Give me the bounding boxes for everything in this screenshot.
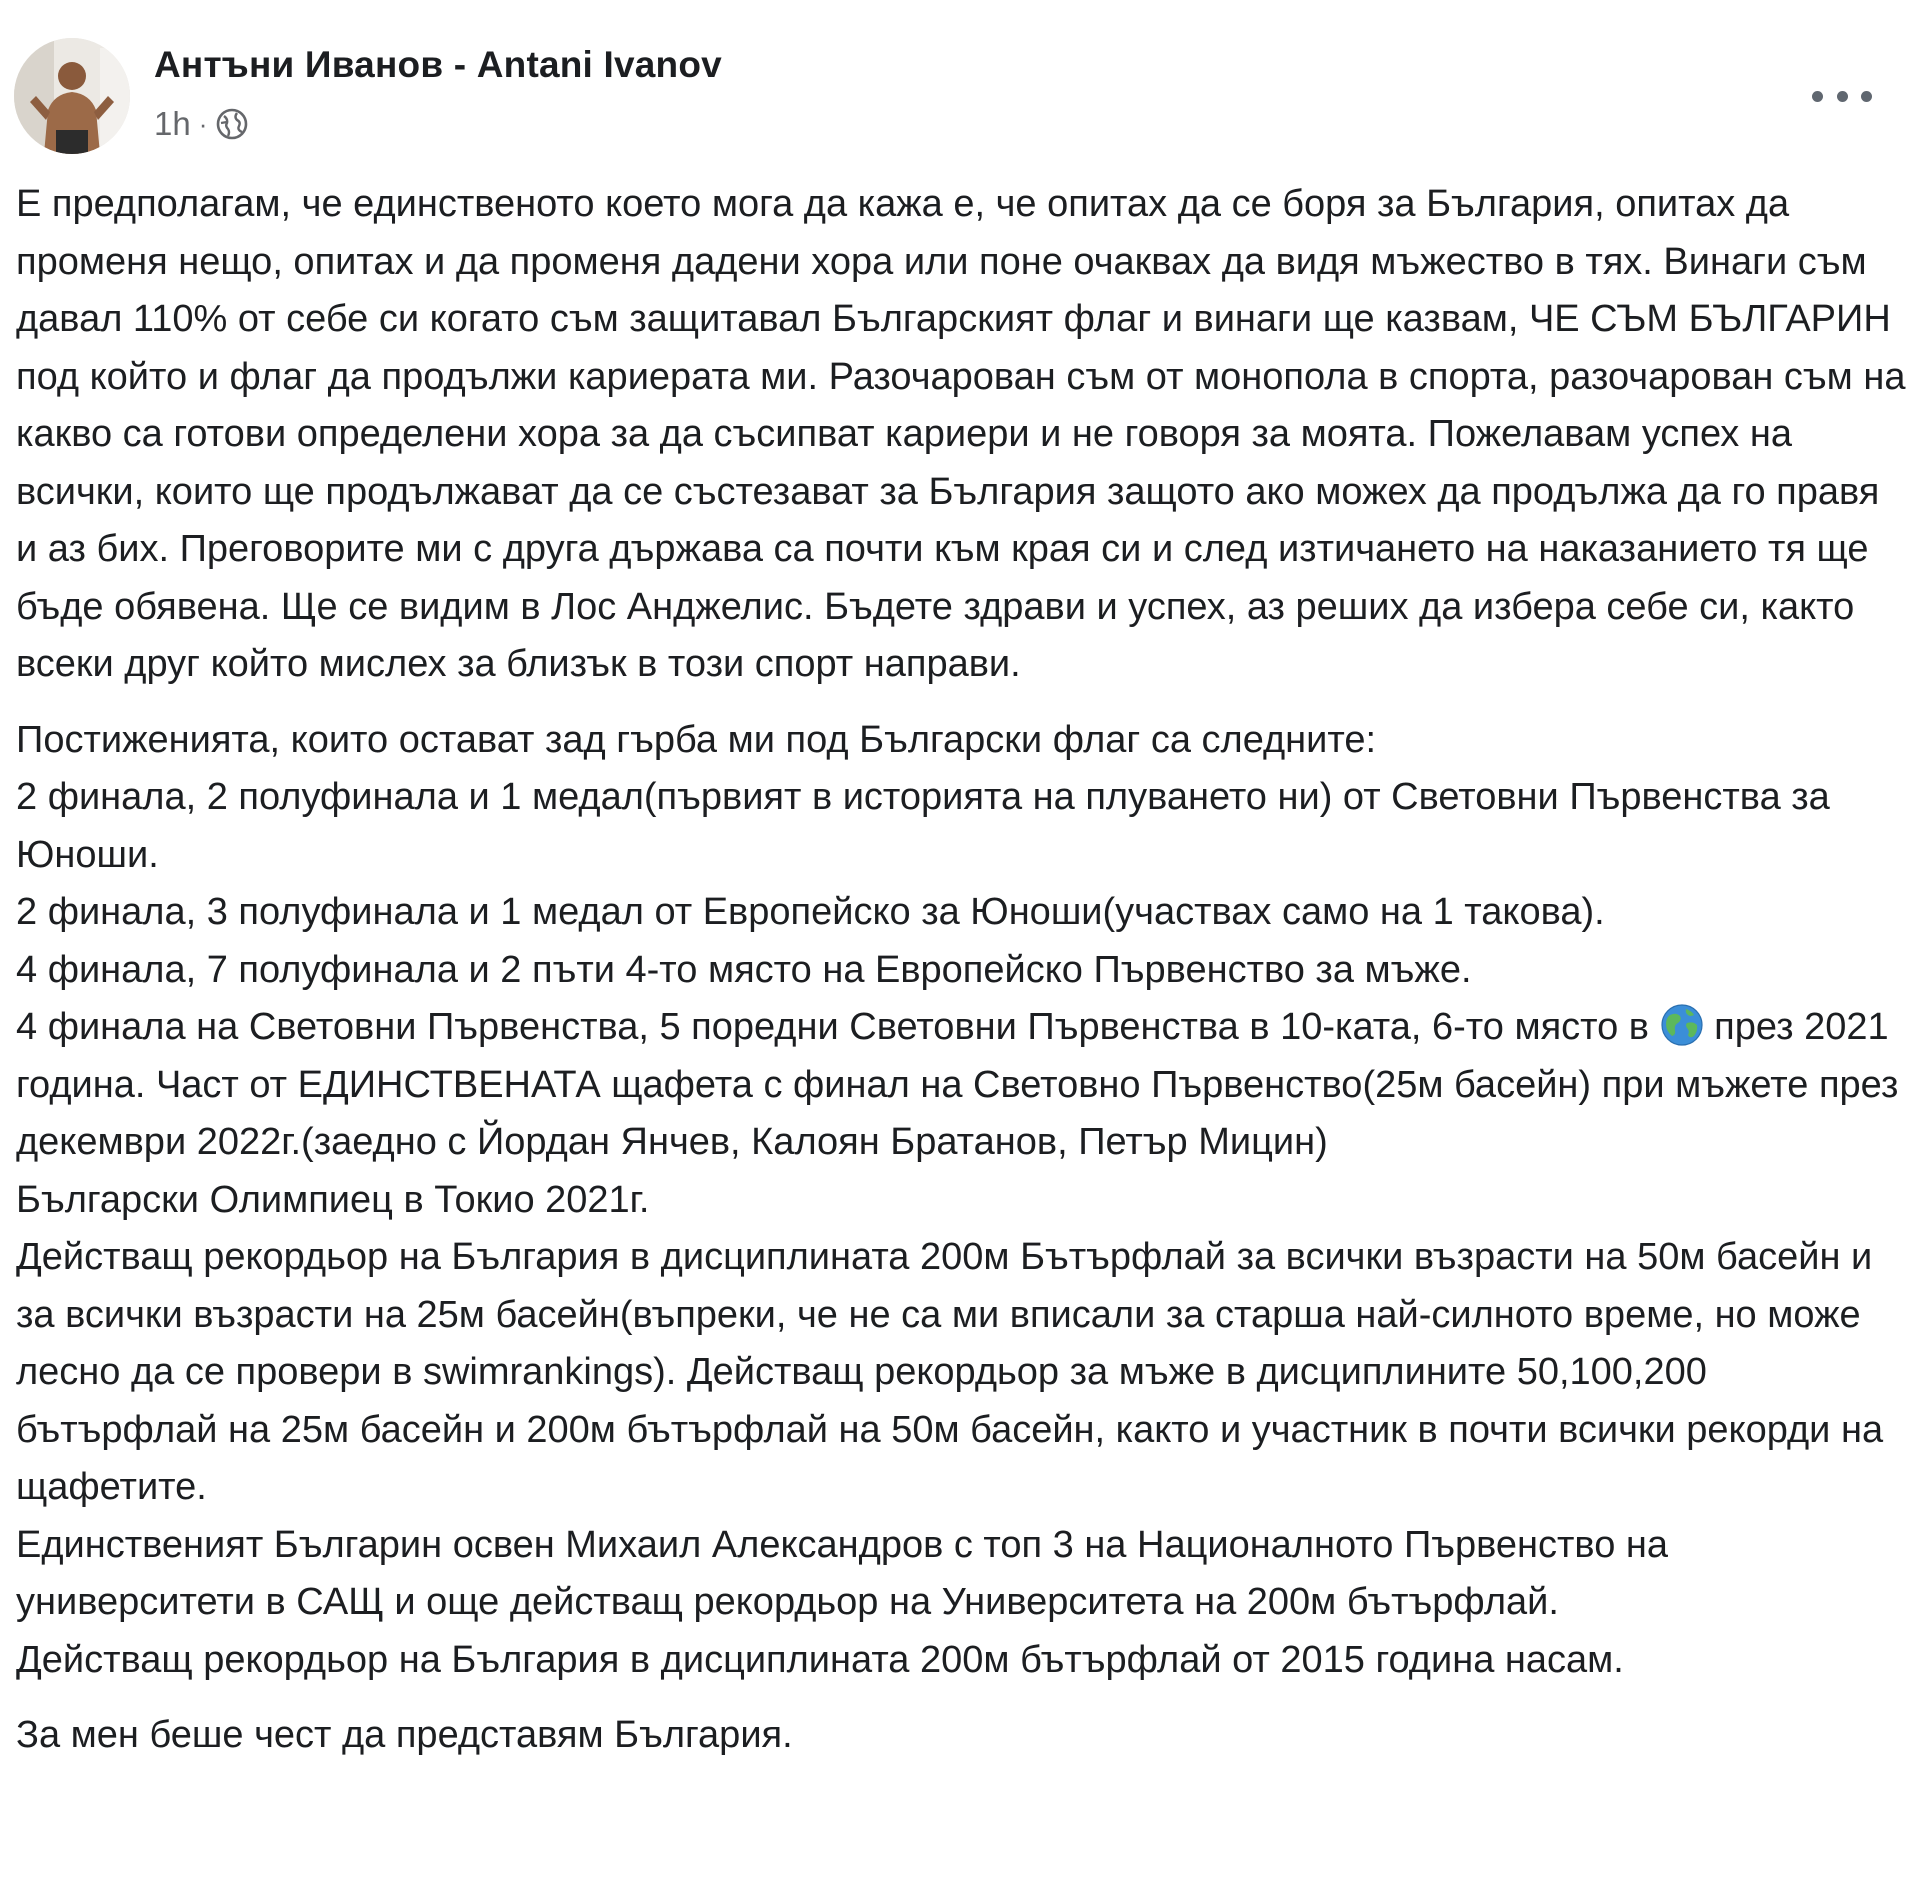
achievement-line: Действащ рекордьор на България в дисциплината 200м Бътърфлай за всички възрасти на 50м басейн и за всички възрасти на 25м басейн(въпреки, че не са ми вписали за старша най-силното време, но може лесно да се провери в swimrankings). Действащ рекордьор за мъже в дисциплините 50,100,200 бътърфлай на 25м басейн и 200м бътърфлай на 50м басейн, както и участник в почти всички рекорди на щафетите.	[16, 1236, 1884, 1508]
achievement-text: 4 финала на Световни Първенства, 5 поредни Световни Първенства в 10-ката, 6-то място в	[16, 1006, 1660, 1048]
avatar-photo	[14, 38, 130, 154]
post-timestamp[interactable]: 1h	[154, 105, 191, 142]
post-header	[14, 38, 1906, 156]
more-dot-icon	[1837, 91, 1848, 102]
post-body	[16, 176, 1906, 1765]
achievement-line: 4 финала, 7 полуфинала и 2 пъти 4-то място на Европейско Първенство за мъже.	[16, 948, 1472, 991]
achievement-line	[16, 999, 1906, 1172]
globe-icon[interactable]	[215, 107, 249, 141]
achievements-intro: Постиженията, които остават зад гърба ми под Български флаг са следните:	[16, 718, 1377, 761]
achievement-line: Действащ рекордьор на България в дисциплината 200м бътърфлай от 2015 година насам.	[16, 1638, 1624, 1681]
achievement-line: 2 финала, 2 полуфинала и 1 медал(първият в историята на плуването ни) от Световни Първенства за Юноши.	[16, 776, 1830, 876]
more-dot-icon	[1861, 91, 1872, 102]
more-options-button[interactable]	[1812, 78, 1872, 114]
achievement-text: през 2021 година. Част от ЕДИНСТВЕНАТА щафета с финал на Световно Първенство(25м басейн) при мъжете през декември 2022г.(заедно с Йордан Янчев, Калоян Братанов, Петър Мицин)	[16, 1006, 1899, 1163]
earth-globe-emoji-icon	[1660, 1003, 1704, 1047]
achievement-line: Единственият Българин освен Михаил Александров с топ 3 на Националното Първенство на университети в САЩ и още действащ рекордьор на Университета на 200м бътърфлай.	[16, 1523, 1668, 1623]
closing-line: За мен беше чест да представям България.	[16, 1714, 793, 1756]
achievement-line: Български Олимпиец в Токио 2021г.	[16, 1178, 650, 1221]
avatar[interactable]	[14, 38, 130, 154]
more-dot-icon	[1812, 91, 1823, 102]
author-name[interactable]: Антъни Иванов - Antani Ivanov	[154, 44, 722, 85]
achievement-line: 2 финала, 3 полуфинала и 1 медал от Европейско за Юноши(участвах само на 1 такова).	[16, 891, 1605, 933]
post-paragraph: Е предполагам, че единственото което мога да кажа е, че опитах да се боря за България, опитах да променя нещо, опитах и да променя дадени хора или поне очаквах да видя мъжество в тях. Винаги съм давал 110% от себе си когато съм защитавал Българският флаг и винаги ще казвам, ЧЕ СЪМ БЪЛГАРИН под който и флаг да продължи кариерата ми. Разочарован съм от монопола в спорта, разочарован съм на какво са готови определени хора за да съсипват кариери и не говоря за моята. Пожелавам успех на всички, които ще продължават да се състезават за България защото ако можех да продължа да го правя и аз бих. Преговорите ми с друга държава са почти към края си и след изтичането на наказанието тя ще бъде обявена. Ще се видим в Лос Анджелис. Бъдете здрави и успех, аз реших да избера себе си, както всеки друг който мислех за близък в този спорт направи.	[16, 183, 1906, 685]
post-meta	[154, 104, 249, 144]
meta-separator: ·	[198, 108, 208, 139]
